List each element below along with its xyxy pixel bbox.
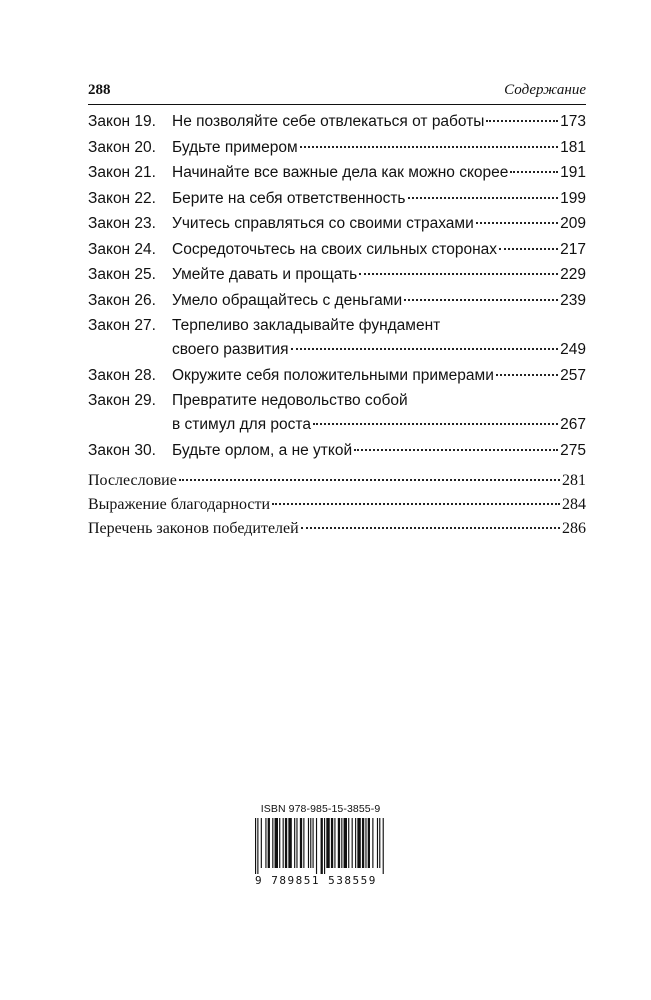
law-number: Закон 24.: [88, 240, 156, 258]
dot-leader: [313, 423, 558, 425]
page-ref: 239: [560, 291, 586, 309]
page-ref: 229: [560, 266, 586, 283]
dot-leader: [510, 171, 558, 173]
entry-title-line: Перечень законов победителей: [88, 519, 299, 537]
barcode-bar: [261, 818, 262, 868]
barcode-bar: [324, 818, 325, 874]
barcode-bar: [362, 818, 364, 868]
barcode-bar: [296, 818, 297, 868]
page-ref: 181: [560, 138, 586, 156]
barcode-bar: [310, 818, 311, 868]
page-ref: 249: [560, 341, 586, 358]
barcode-bar: [272, 818, 273, 868]
law-number: Закон 19.: [88, 113, 156, 130]
barcode-bar: [383, 818, 384, 874]
dot-leader: [476, 222, 558, 224]
page-header: [88, 82, 586, 105]
barcode-bar: [283, 818, 284, 868]
law-number: Закон 21.: [88, 164, 156, 181]
barcode-bar: [313, 818, 314, 868]
page-ref: 209: [560, 215, 586, 232]
toc-entry-law[interactable]: [88, 389, 586, 437]
barcode-digits: 9 789851 538559: [255, 874, 377, 887]
page-ref: 284: [562, 495, 586, 513]
dot-leader: [404, 299, 558, 301]
entry-title-line: Умело обращайтесь с деньгами: [172, 291, 403, 309]
barcode-bar: [338, 818, 340, 868]
entry-title-line: Послесловие: [88, 471, 177, 489]
dot-leader: [354, 449, 558, 451]
barcode-bar: [275, 818, 278, 868]
law-number: Закон 29.: [88, 392, 156, 409]
barcode-bar: [344, 818, 347, 868]
toc-entry-back-matter[interactable]: [88, 493, 586, 517]
law-number: Закон 23.: [88, 215, 156, 232]
entry-title-line: Терпеливо закладывайте фундамент: [172, 317, 441, 334]
entry-title-line: Сосредоточьтесь на своих сильных сторонах: [172, 240, 497, 258]
dot-leader: [359, 273, 558, 275]
section-title: Содержание: [504, 82, 586, 98]
page-ref: 275: [560, 441, 586, 459]
dot-leader: [272, 503, 560, 505]
barcode-bar: [308, 818, 309, 868]
back-matter-list: [88, 469, 586, 541]
barcode-bar: [331, 818, 333, 868]
dot-leader: [301, 527, 560, 529]
toc-entry-law[interactable]: [88, 110, 586, 134]
entry-title-line: своего развития: [172, 341, 289, 358]
toc-entry-law[interactable]: [88, 263, 586, 287]
barcode-bar: [357, 818, 360, 868]
laws-list: [88, 110, 586, 463]
barcode-bar: [268, 818, 270, 868]
law-number: Закон 22.: [88, 189, 156, 207]
page-ref: 173: [560, 113, 586, 130]
dot-leader: [496, 374, 558, 376]
barcode-bar: [379, 818, 380, 868]
entry-title-line: Не позволяйте себе отвлекаться от работы: [172, 113, 485, 130]
toc-entry-law[interactable]: [88, 161, 586, 185]
entry-title-line: Умейте давать и прощать: [172, 266, 358, 283]
page-ref: 257: [560, 366, 586, 384]
page-ref: 199: [560, 189, 586, 207]
barcode-bar: [368, 818, 370, 868]
page-number: 288: [88, 82, 111, 98]
toc-entry-law[interactable]: [88, 136, 586, 160]
entry-title-line: Начинайте все важные дела как можно скорее: [172, 164, 509, 181]
entry-title-line: в стимул для роста: [172, 416, 311, 433]
barcode-bar: [365, 818, 366, 868]
barcode-bar: [279, 818, 280, 868]
barcode-bar: [348, 818, 349, 868]
law-number: Закон 20.: [88, 138, 156, 156]
barcode-bar: [288, 818, 291, 868]
law-number: Закон 25.: [88, 266, 156, 283]
barcode-bar: [257, 818, 258, 874]
barcode-bar: [303, 818, 304, 868]
page-ref: 267: [560, 416, 586, 433]
dot-leader: [486, 120, 558, 122]
dot-leader: [499, 248, 558, 250]
entry-title-line: Выражение благодарности: [88, 495, 271, 513]
dot-leader: [408, 197, 559, 199]
isbn-barcode: [253, 803, 388, 887]
toc-entry-back-matter[interactable]: [88, 469, 586, 493]
barcode-bar: [255, 818, 256, 874]
barcode-bar: [316, 818, 317, 874]
barcode-bar: [377, 818, 378, 868]
barcode-bar: [355, 818, 356, 868]
entry-title-line: Будьте орлом, а не уткой: [172, 441, 353, 459]
dot-leader: [300, 146, 558, 148]
barcode-bar: [372, 818, 373, 868]
barcode-bar: [300, 818, 302, 868]
entry-title-line: Окружите себя положительными примерами: [172, 366, 494, 384]
barcode-bar: [341, 818, 342, 868]
page-ref: 191: [560, 164, 586, 181]
page-ref: 281: [562, 471, 586, 489]
law-number: Закон 30.: [88, 441, 156, 459]
toc-entry-law[interactable]: [88, 314, 586, 362]
table-of-contents: [88, 110, 586, 547]
dot-leader: [291, 348, 559, 350]
page-ref: 217: [560, 240, 586, 258]
toc-entry-law[interactable]: [88, 364, 586, 388]
barcode-bar: [294, 818, 295, 868]
barcode-bar: [265, 818, 266, 868]
toc-entry-back-matter[interactable]: [88, 517, 586, 541]
barcode-bar: [326, 818, 329, 868]
dot-leader: [179, 479, 560, 481]
entry-title-line: Учитесь справляться со своими страхами: [172, 215, 474, 232]
toc-entry-law[interactable]: [88, 439, 586, 463]
toc-entry-law[interactable]: [88, 212, 586, 236]
toc-entry-law[interactable]: [88, 238, 586, 262]
barcode-bar: [321, 818, 323, 874]
law-number: Закон 28.: [88, 366, 156, 384]
barcode-bar: [352, 818, 353, 868]
isbn-label: ISBN 978-985-15-3855-9: [260, 803, 381, 815]
barcode-bar: [334, 818, 335, 868]
law-number: Закон 27.: [88, 317, 156, 334]
toc-entry-law[interactable]: [88, 289, 586, 313]
barcode-bars: [253, 818, 385, 874]
law-number: Закон 26.: [88, 291, 156, 309]
entry-title-line: Берите на себя ответственность: [172, 189, 406, 207]
toc-entry-law[interactable]: [88, 187, 586, 211]
page-ref: 286: [562, 519, 586, 537]
barcode-bar: [285, 818, 287, 868]
entry-title-line: Превратите недовольство собой: [172, 392, 408, 409]
entry-title-line: Будьте примером: [172, 138, 298, 156]
